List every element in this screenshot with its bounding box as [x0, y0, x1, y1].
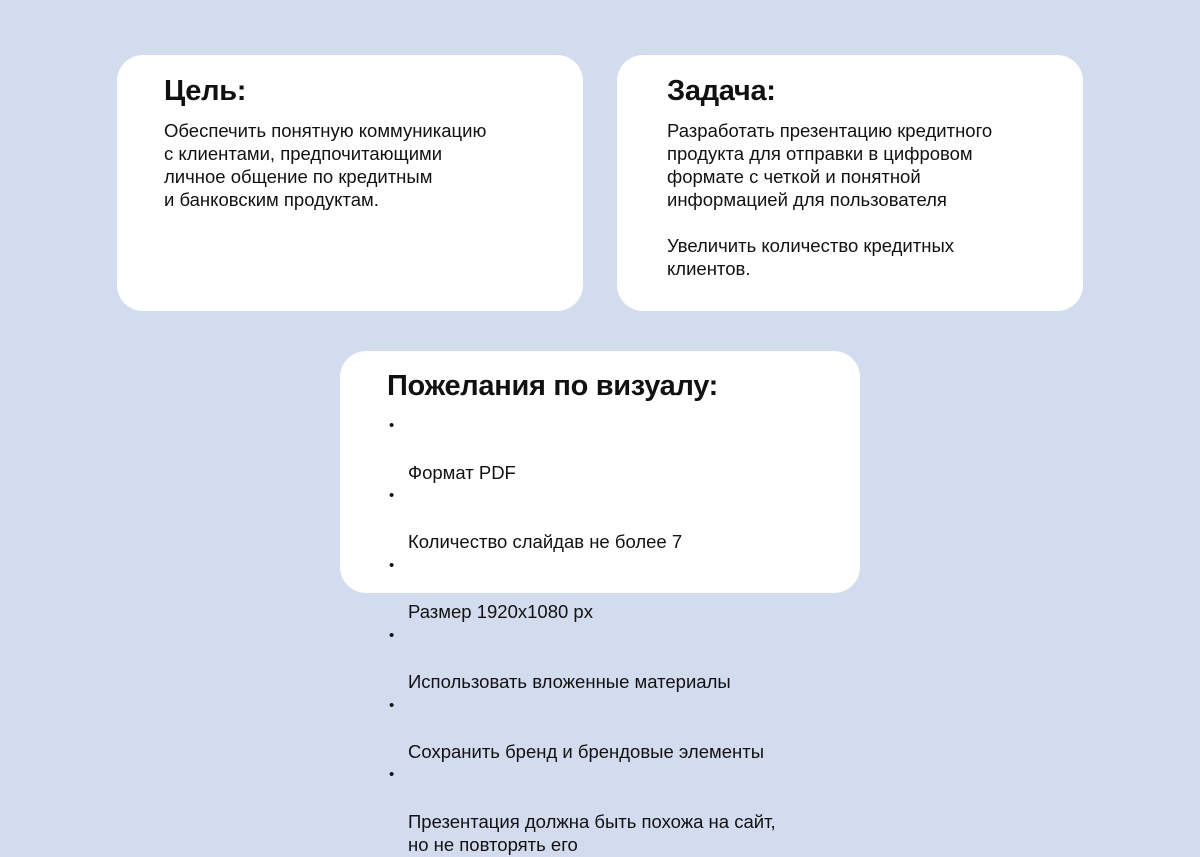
goal-title: Цель: — [164, 75, 247, 107]
bullet-icon: • — [389, 486, 395, 504]
list-item-text: Использовать вложенные материалы — [408, 671, 731, 693]
bullet-icon: • — [389, 766, 395, 784]
task-paragraph: Увеличить количество кредитных клиентов. — [667, 235, 955, 279]
visual-title: Пожелания по визуалу: — [387, 370, 719, 402]
list-item-text: Сохранить бренд и брендовые элементы — [408, 741, 765, 763]
visual-requirements-list — [387, 414, 840, 857]
bullet-icon: • — [389, 696, 395, 714]
task-card — [617, 55, 1083, 311]
list-item-text: Размер 1920x1080 px — [408, 601, 593, 623]
list-item — [387, 624, 840, 694]
visual-requirements-card — [340, 351, 860, 856]
task-paragraph: Разработать презентацию кредитного продукта для отправки в цифровом формате с четкой и понятной информацией для пользователя — [667, 120, 993, 210]
list-item — [387, 484, 840, 554]
task-title: Задача: — [667, 75, 776, 107]
bullet-icon: • — [389, 626, 395, 644]
list-item — [387, 694, 840, 764]
bullet-icon: • — [389, 417, 395, 434]
list-item-text: Количество слайдав не более 7 — [408, 531, 683, 553]
list-item-text: Формат PDF — [408, 461, 516, 483]
goal-card — [117, 55, 583, 311]
list-item — [387, 414, 840, 484]
bullet-icon: • — [389, 556, 395, 574]
goal-text: Обеспечить понятную коммуникацию с клиентами, предпочитающими личное общение по кредитным и банковским продуктам. — [164, 120, 487, 210]
list-item — [387, 554, 840, 624]
list-item-text: Презентация должна быть похожа на сайт, но не повторять его — [408, 811, 776, 856]
list-item — [387, 763, 840, 856]
